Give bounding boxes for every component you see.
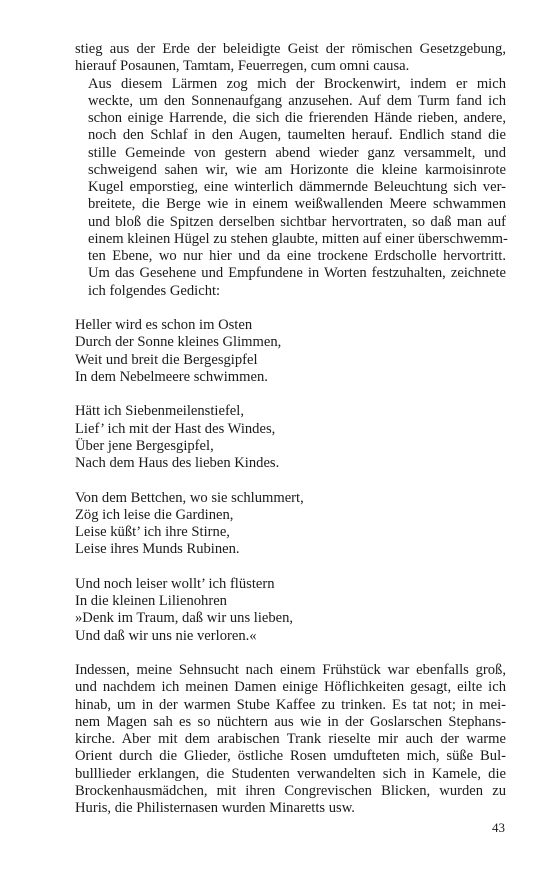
text-line: Um das Gesehene und Empfundene in Worten festzuhalten, zeichnete bbox=[88, 265, 506, 282]
poem-verse: Heller wird es schon im Osten bbox=[75, 317, 253, 333]
text-line: nem Magen sah es so nüchtern aus wie in der Goslarschen Stephans- bbox=[75, 713, 506, 730]
text-line: hinab, um in der warmen Stube Kaffee zu trinken. Es tat not; in mei- bbox=[75, 696, 506, 713]
paragraph-2 bbox=[75, 76, 506, 300]
poem bbox=[75, 317, 506, 645]
text-line: stieg aus der Erde der beleidigte Geist der römischen Gesetzgebung, bbox=[75, 41, 506, 57]
poem-verse: Hätt ich Siebenmeilenstiefel, bbox=[75, 403, 244, 420]
poem-verse: Und noch leiser wollt’ ich flüstern bbox=[75, 575, 275, 592]
poem-stanza-4 bbox=[75, 576, 506, 645]
poem-verse: In die kleinen Lilienohren bbox=[75, 593, 227, 609]
poem-verse: Leise ihres Munds Rubinen. bbox=[75, 541, 240, 558]
text-line: weckte, um den Sonnenaufgang anzusehen. Auf dem Turm fand ich bbox=[88, 92, 506, 109]
text-line: und bloß die Spitzen derselben sichtbar hervortraten, so daß man auf bbox=[88, 213, 506, 230]
poem-stanza-1 bbox=[75, 317, 506, 386]
poem-verse: Und daß wir uns nie verloren.« bbox=[75, 627, 257, 644]
text-line: einem kleinen Hügel zu stehen glaubte, mitten auf einer überschwemm- bbox=[88, 230, 508, 247]
text-line: kirche. Aber mit dem arabischen Trank rieselte mir auch der warme bbox=[75, 731, 506, 747]
poem-verse: Von dem Bettchen, wo sie schlummert, bbox=[75, 489, 304, 506]
text-line: schon einige Harrende, die sich die frierenden Hände rieben, andere, bbox=[88, 110, 506, 126]
poem-stanza-3 bbox=[75, 490, 506, 559]
text-line: stille Gemeinde von gestern abend wieder ganz versammelt, und bbox=[88, 144, 506, 161]
poem-verse: Zög ich leise die Gardinen, bbox=[75, 506, 234, 523]
text-line: bulllieder erklangen, die Studenten verwandelten sich in Kamele, die bbox=[75, 765, 506, 782]
text-line: Indessen, meine Sehnsucht nach einem Frühstück war ebenfalls groß, bbox=[75, 662, 506, 678]
text-line: breitete, die Berge wie in einem weißwallenden Meere schwammen bbox=[88, 196, 506, 213]
page-number: 43 bbox=[492, 820, 505, 835]
text-line: ten Ebene, wo nur hier und da eine trockene Erdscholle hervortritt. bbox=[88, 248, 506, 264]
poem-verse: Lief’ ich mit der Hast des Windes, bbox=[75, 420, 276, 437]
text-line: Kugel emporstieg, eine winterlich dämmernde Beleuchtung sich ver- bbox=[88, 179, 506, 195]
poem-verse: Nach dem Haus des lieben Kindes. bbox=[75, 455, 280, 471]
poem-verse: »Denk im Traum, daß wir uns lieben, bbox=[75, 610, 294, 627]
paragraph-1 bbox=[75, 41, 506, 76]
text-line: noch den Schlaf in den Augen, taumelten herauf. Endlich stand die bbox=[88, 127, 506, 144]
poem-verse: Leise küßt’ ich ihre Stirne, bbox=[75, 524, 230, 540]
text-line: Huris, die Philisternasen wurden Minaretts usw. bbox=[75, 800, 355, 816]
page-body bbox=[75, 41, 506, 817]
poem-stanza-2 bbox=[75, 403, 506, 472]
poem-verse: Durch der Sonne kleines Glimmen, bbox=[75, 334, 282, 351]
poem-verse: Weit und breit die Bergesgipfel bbox=[75, 351, 258, 368]
text-line: und nachdem ich meinen Damen einige Höflichkeiten gesagt, eilte ich bbox=[75, 679, 506, 696]
text-line: schweigend sahen wir, wie am Horizonte die kleine karmoisinrote bbox=[88, 161, 506, 178]
text-line: Orient durch die Glieder, östliche Rosen umdufteten mich, süße Bul- bbox=[75, 748, 506, 765]
text-line: ich folgendes Gedicht: bbox=[88, 282, 221, 299]
text-line: Brockenhausmädchen, mit ihren Congrevischen Blicken, wurden zu bbox=[75, 782, 506, 799]
paragraph-3 bbox=[75, 662, 506, 817]
text-line: Aus diesem Lärmen zog mich der Brockenwirt, indem er mich bbox=[88, 75, 506, 92]
text-line: hierauf Posaunen, Tamtam, Feuerregen, cum omni causa. bbox=[75, 58, 410, 75]
poem-verse: Über jene Bergesgipfel, bbox=[75, 437, 214, 454]
poem-verse: In dem Nebelmeere schwimmen. bbox=[75, 368, 268, 385]
